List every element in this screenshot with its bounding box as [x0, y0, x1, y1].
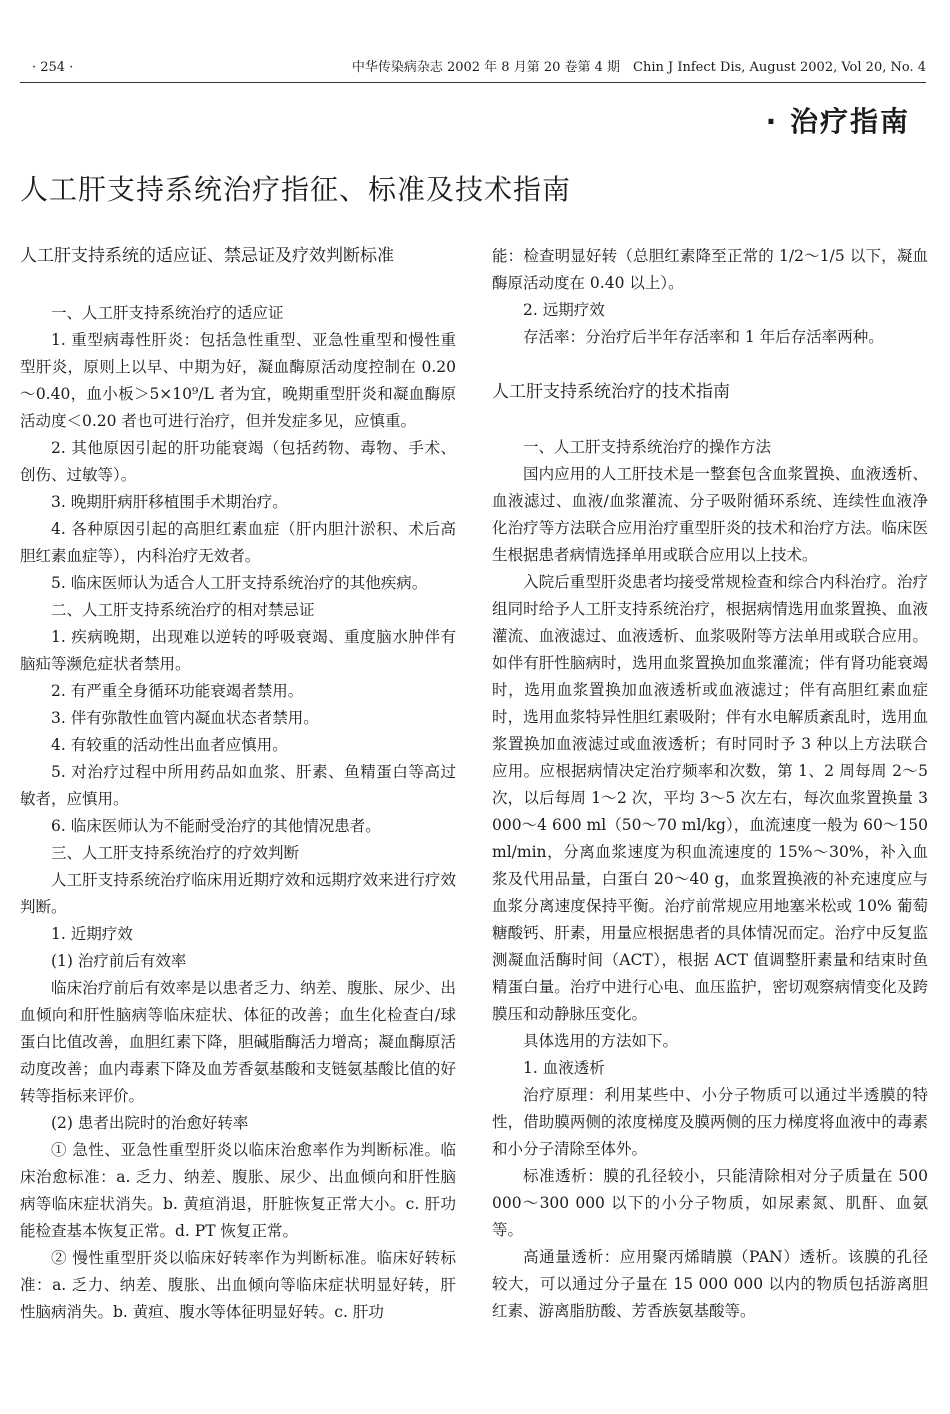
paragraph: 3. 晚期肝病肝移植围手术期治疗。 [51, 493, 288, 511]
paragraph: 3. 伴有弥散性血管内凝血状态者禁用。 [51, 709, 319, 727]
paragraph: 4. 有较重的活动性出血者应慎用。 [51, 736, 288, 754]
paragraph: 5. 对治疗过程中所用药品如血浆、肝素、鱼精蛋白等高过敏者，应慎用。 [20, 763, 456, 808]
paragraph: 4. 各种原因引起的高胆红素血症（肝内胆汁淤积、术后高胆红素血症等），内科治疗无效者。 [20, 520, 456, 565]
paragraph: 6. 临床医师认为不能耐受治疗的其他情况患者。 [51, 817, 381, 835]
journal-citation: 中华传染病杂志 2002 年 8 月第 20 卷第 4 期 Chin J Infect Dis, August 2002, Vol 20, No. 4 [351, 60, 926, 75]
paragraph: 二、人工肝支持系统治疗的相对禁忌证 [51, 601, 315, 619]
left-column [20, 243, 456, 1326]
paragraph: 2. 有严重全身循环功能衰竭者禁用。 [51, 682, 304, 700]
paragraph: 三、人工肝支持系统治疗的疗效判断 [51, 844, 300, 862]
paragraph: 能：检查明显好转（总胆红素降至正常的 1/2～1/5 以下，凝血酶原活动度在 0.40 以上）。 [492, 247, 928, 292]
right-column [492, 243, 928, 1325]
page-number: · 254 · [32, 60, 74, 75]
paragraph: 2. 远期疗效 [523, 301, 605, 319]
paragraph: 标准透析：膜的孔径较小，只能清除相对分子质量在 500 000～300 000 以下的小分子物质，如尿素氮、肌酐、血氨等。 [492, 1167, 928, 1239]
paragraph: 1. 疾病晚期，出现难以逆转的呼吸衰竭、重度脑水肿伴有脑疝等濒危症状者禁用。 [20, 628, 456, 673]
paragraph: 国内应用的人工肝技术是一整套包含血浆置换、血液透析、血液滤过、血液/血浆灌流、分子吸附循环系统、连续性血液净化治疗等方法联合应用治疗重型肝炎的技术和治疗方法。临床医生根据患者病情选择单用或联合应用以上技术。 [492, 465, 928, 564]
paragraph: 临床治疗前后有效率是以患者乏力、纳差、腹胀、尿少、出血倾向和肝性脑病等临床症状、体征的改善；血生化检查白/球蛋白比值改善，血胆红素下降，胆碱脂酶活力增高；凝血酶原活动度改善；血内毒素下降及血芳香氨基酸和支链氨基酸比值的好转等指标来评价。 [20, 979, 456, 1105]
paragraph: 1. 血液透析 [523, 1059, 605, 1077]
paragraph: ① 急性、亚急性重型肝炎以临床治愈率作为判断标准。临床治愈标准：a. 乏力、纳差、腹胀、尿少、出血倾向和肝性脑病等临床症状消失。b. 黄疸消退，肝脏恢复正常大小。c. 肝功能检查基本恢复正常。d. PT 恢复正常。 [20, 1141, 456, 1240]
paragraph: 一、人工肝支持系统治疗的操作方法 [523, 438, 772, 456]
paragraph: (1) 治疗前后有效率 [51, 952, 187, 970]
paragraph: 人工肝支持系统治疗临床用近期疗效和远期疗效来进行疗效判断。 [20, 871, 456, 916]
paragraph: 1. 重型病毒性肝炎：包括急性重型、亚急性重型和慢性重型肝炎，原则上以早、中期为好，凝血酶原活动度控制在 0.20～0.40，血小板＞5×10⁹/L 者为宜，晚期重型肝炎和凝血酶原活动度＜0.20 者也可进行治疗，但并发症多见，应慎重。 [20, 331, 456, 430]
paragraph: (2) 患者出院时的治愈好转率 [51, 1114, 249, 1132]
paragraph: ② 慢性重型肝炎以临床好转率作为判断标准。临床好转标准：a. 乏力、纳差、腹胀、出血倾向等临床症状明显好转，肝性脑病消失。b. 黄疸、腹水等体征明显好转。c. 肝功 [20, 1249, 456, 1321]
paragraph: 高通量透析：应用聚丙烯睛膜（PAN）透析。该膜的孔径较大，可以通过分子量在 15 000 000 以内的物质包括游离胆红素、游离脂肪酸、芳香族氨基酸等。 [492, 1248, 928, 1320]
paragraph: 治疗原理：利用某些中、小分子物质可以通过半透膜的特性，借助膜两侧的浓度梯度及膜两侧的压力梯度将血液中的毒素和小分子清除至体外。 [492, 1086, 928, 1158]
running-header [20, 60, 926, 83]
left-section-heading: 人工肝支持系统的适应证、禁忌证及疗效判断标准 [20, 246, 394, 266]
article-title: 人工肝支持系统治疗指征、标准及技术指南 [20, 173, 572, 206]
paragraph: 入院后重型肝炎患者均接受常规检查和综合内科治疗。治疗组同时给予人工肝支持系统治疗，根据病情选用血浆置换、血液灌流、血液滤过、血液透析、血浆吸附等方法单用或联合应用。如伴有肝性脑病时，选用血浆置换加血浆灌流；伴有肾功能衰竭时，选用血浆置换加血液透析或血液滤过；伴有高胆红素血症时，选用血浆特异性胆红素吸附；伴有水电解质紊乱时，选用血浆置换加血液滤过或血液透析；有时同时予 3 种以上方法联合应用。应根据病情决定治疗频率和次数，第 1、2 周每周 2～5 次，以后每周 1～2 次，平均 3～5 次左右，每次血浆置换量 3 000～4 600 ml（50～70 ml/kg），血流速度一般为 60～150 ml/min，分离血浆速度为积血流速度的 15%～30%，补入血浆及代用品量，白蛋白 20～40 g，血浆置换液的补充速度应与血浆分离速度保持平衡。治疗前常规应用地塞米松或 10% 葡萄糖酸钙、肝素，用量应根据患者的具体情况而定。治疗中反复监测凝血活酶时间（ACT），根据 ACT 值调整肝素量和结束时鱼精蛋白量。治疗中进行心电、血压监护，密切观察病情变化及跨膜压和动静脉压变化。 [492, 573, 928, 1023]
right-section-heading: 人工肝支持系统治疗的技术指南 [492, 382, 730, 402]
paragraph: 1. 近期疗效 [51, 925, 133, 943]
section-tag: · 治疗指南 [765, 105, 910, 138]
paragraph: 具体选用的方法如下。 [523, 1032, 679, 1050]
paragraph: 2. 其他原因引起的肝功能衰竭（包括药物、毒物、手术、创伤、过敏等）。 [20, 439, 456, 484]
paragraph: 一、人工肝支持系统治疗的适应证 [51, 304, 284, 322]
paragraph: 5. 临床医师认为适合人工肝支持系统治疗的其他疾病。 [51, 574, 428, 592]
paragraph: 存活率：分治疗后半年存活率和 1 年后存活率两种。 [523, 328, 884, 346]
